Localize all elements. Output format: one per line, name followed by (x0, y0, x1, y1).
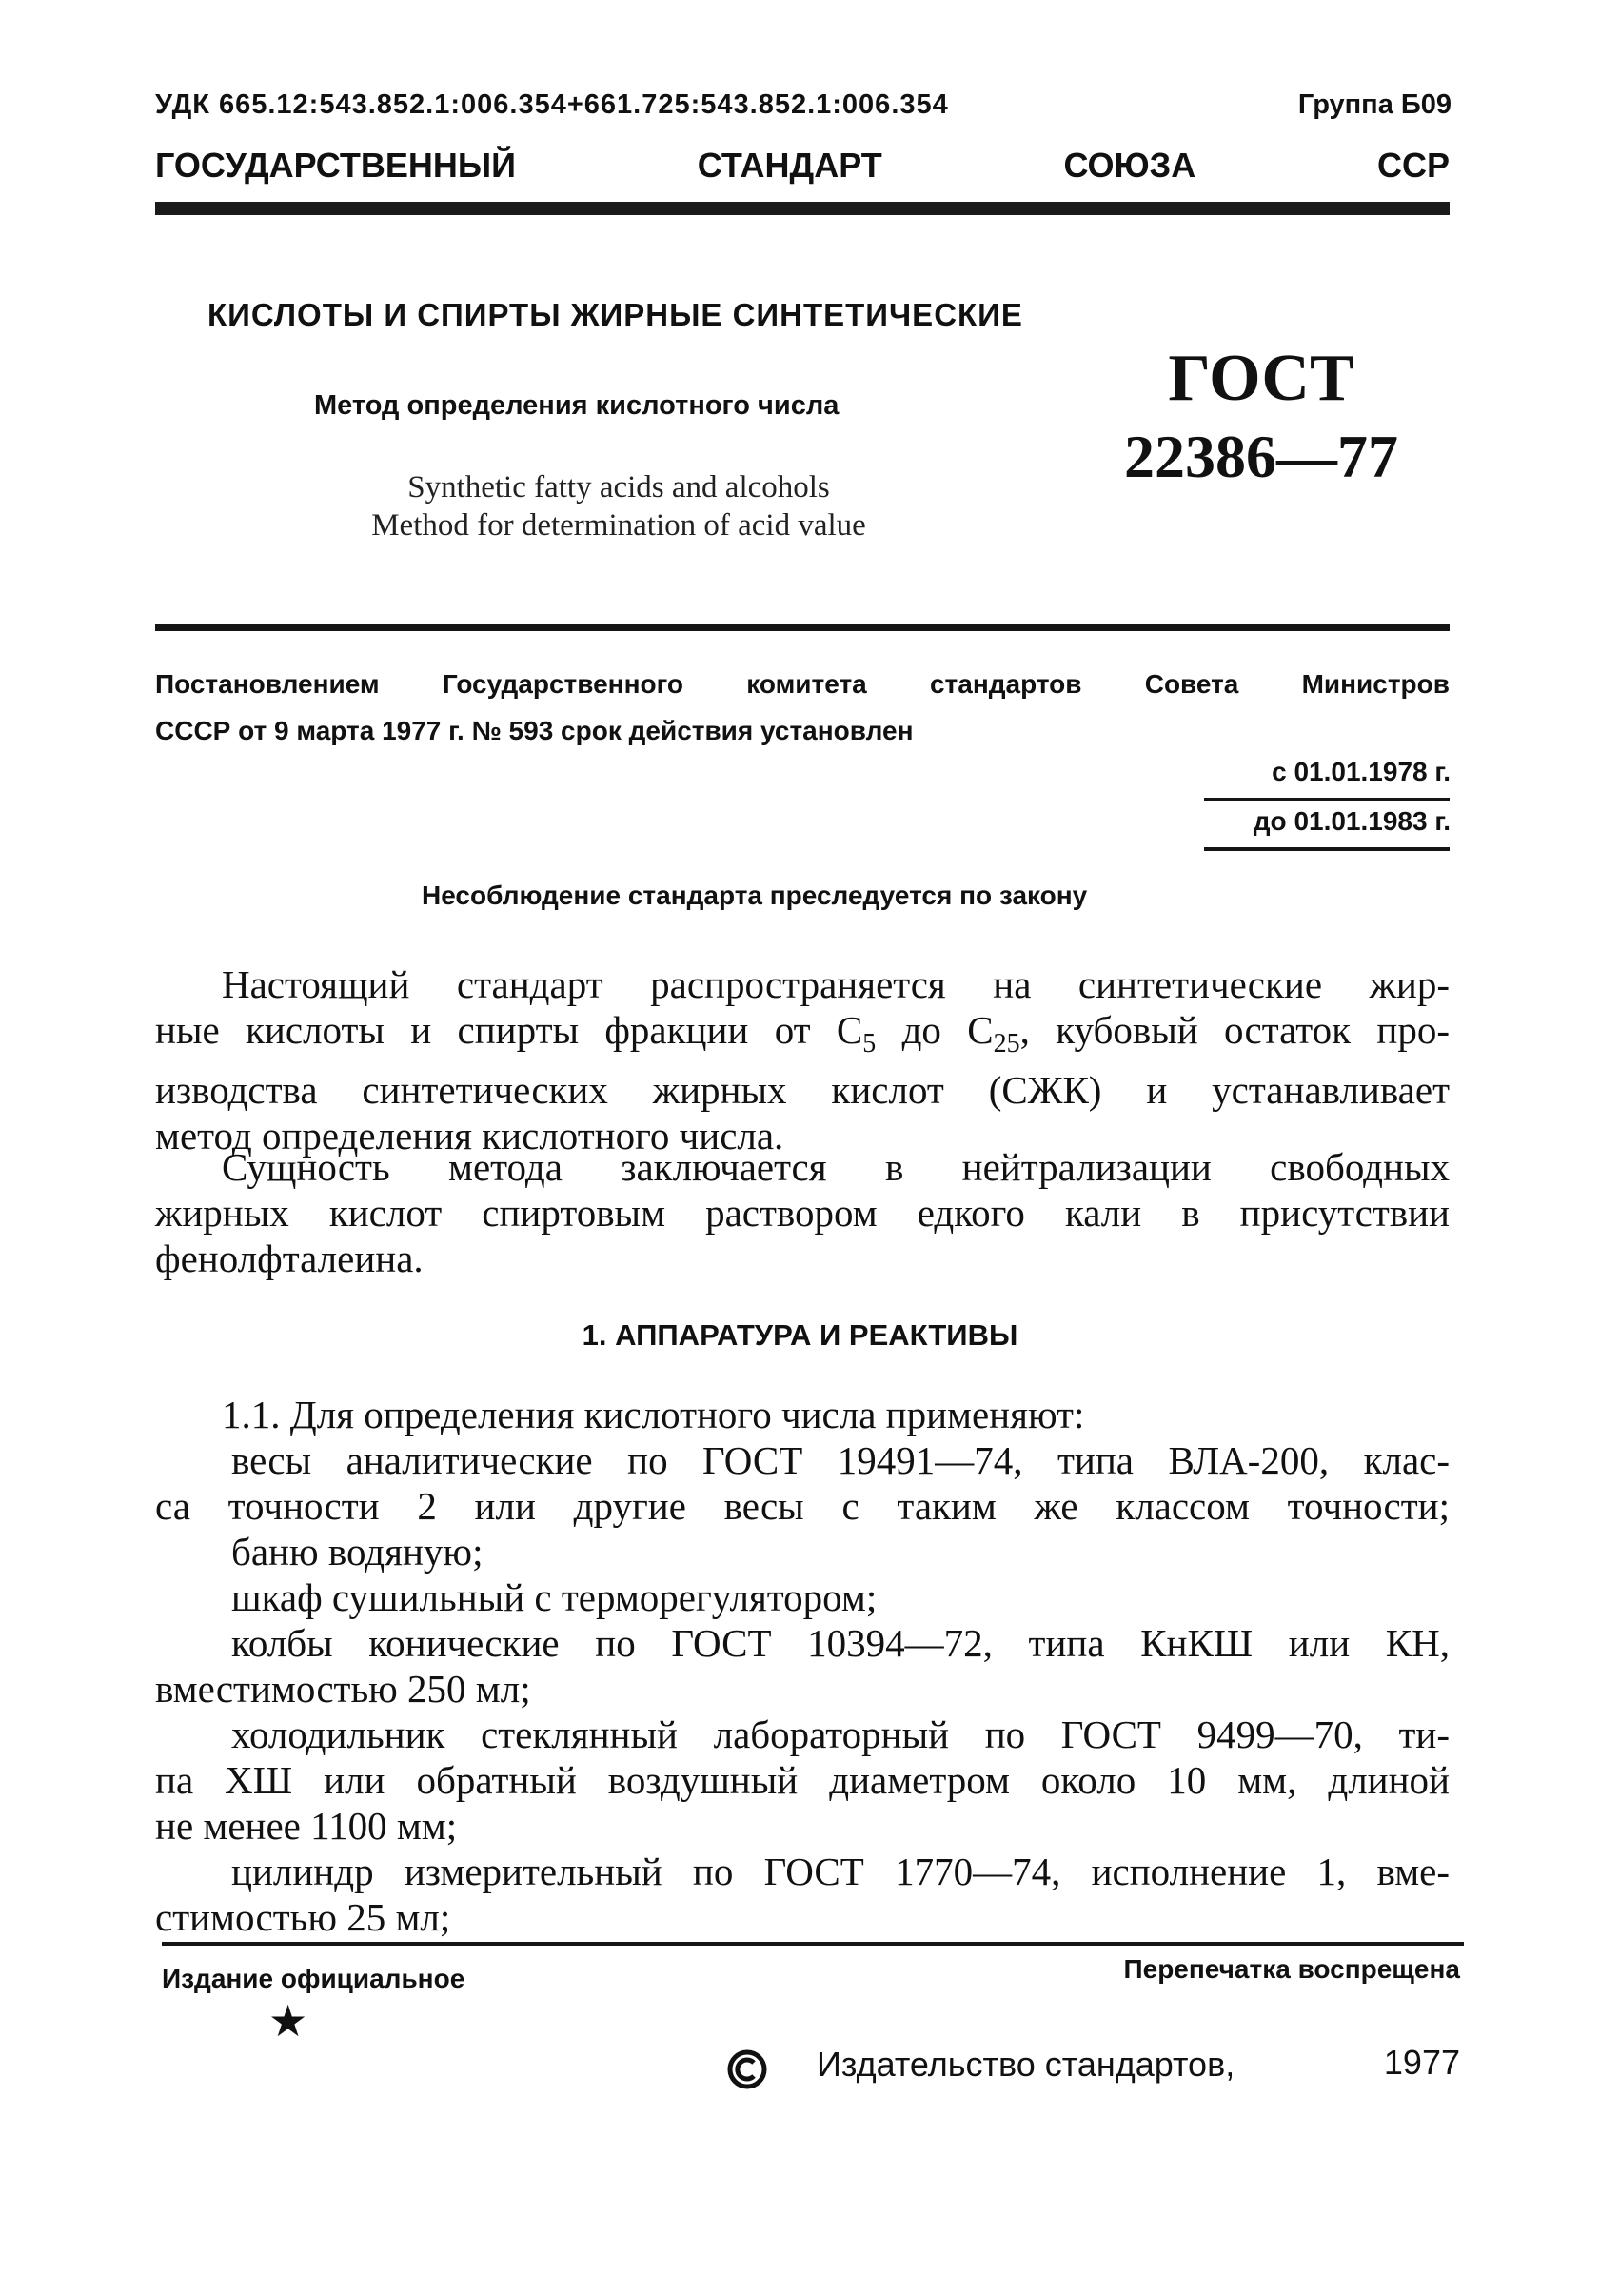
header-rule (155, 202, 1450, 215)
text-line: стимостью 25 мл; (155, 1895, 451, 1939)
valid-to-date: до 01.01.1983 г. (1253, 806, 1451, 836)
group-code: Группа Б09 (1297, 89, 1452, 120)
banner-word: СОЮЗА (1063, 146, 1196, 185)
decree-word: Совета (1144, 669, 1239, 699)
decree-line-2: СССР от 9 марта 1977 г. № 593 срок действия установлен (155, 716, 914, 745)
text-line: весы аналитические по ГОСТ 19491—74, типа ВЛА-200, клас- (231, 1438, 1450, 1482)
text-line: вместимостью 250 мл; (155, 1667, 531, 1711)
text-line: цилиндр измерительный по ГОСТ 1770—74, исполнение 1, вме- (231, 1850, 1450, 1893)
publication-year: 1977 (1383, 2043, 1460, 2082)
copyright-icon (726, 2049, 768, 2090)
date-rule (1204, 798, 1450, 801)
text-line: метод определения кислотного числа. (155, 1114, 784, 1158)
intro-paragraph-2 (155, 1144, 1450, 1281)
banner-word: СТАНДАРТ (697, 146, 882, 185)
state-standard-banner (155, 146, 1450, 186)
document-subtitle: Метод определения кислотного числа (314, 390, 840, 421)
compliance-notice: Несоблюдение стандарта преследуется по закону (422, 881, 1088, 910)
valid-from-date: с 01.01.1978 г. (1272, 757, 1451, 786)
section-body (155, 1392, 1450, 1940)
decree-word: комитета (746, 669, 867, 699)
english-subtitle: Method for determination of acid value (371, 508, 866, 543)
banner-word: ССР (1376, 146, 1450, 185)
text-line: 1.1. Для определения кислотного числа применяют: (222, 1393, 1085, 1436)
text-line: па ХШ или обратный воздушный диаметром около 10 мм, длиной (155, 1758, 1450, 1802)
title-rule (155, 624, 1450, 631)
text-line: не менее 1100 мм; (155, 1804, 458, 1848)
decree-line-1 (155, 669, 1450, 700)
text-line: Сущность метода заключается в нейтрализации свободных (222, 1145, 1450, 1189)
official-edition-label: Издание официальное (162, 1964, 465, 1993)
english-title: Synthetic fatty acids and alcohols (407, 470, 830, 505)
text-line: жирных кислот спиртовым раствором едкого кали в присутствии (155, 1191, 1450, 1235)
star-icon: ★ (268, 1997, 308, 2046)
banner-word: ГОСУДАРСТВЕННЫЙ (155, 146, 517, 185)
gost-number: 22386—77 (1124, 423, 1398, 490)
section-heading: 1. АППАРАТУРА И РЕАКТИВЫ (582, 1318, 1018, 1352)
decree-word: Постановлением (155, 669, 380, 699)
decree-word: Государственного (442, 669, 683, 699)
udk-code: УДК 665.12:543.852.1:006.354+661.725:543.852.1:006.354 (155, 89, 949, 120)
text-line: са точности 2 или другие весы с таким же классом точности; (155, 1484, 1450, 1528)
no-reprint-label: Перепечатка воспрещена (1123, 1954, 1460, 1984)
text-line: баню водяную; (231, 1530, 484, 1574)
text-line: изводства синтетических жирных кислот (СЖК) и устанавливает (155, 1068, 1450, 1113)
decree-word: стандартов (929, 669, 1082, 699)
publisher-name: Издательство стандартов, (817, 2045, 1235, 2084)
text-line: колбы конические по ГОСТ 10394—72, типа КнКШ или КН, (231, 1621, 1450, 1665)
document-title: КИСЛОТЫ И СПИРТЫ ЖИРНЫЕ СИНТЕТИЧЕСКИЕ (207, 297, 1023, 332)
footer-rule (162, 1942, 1464, 1946)
text-line: ные кислоты и спирты фракции от $C_5$ до $C_{25}$, кубовый остаток про- (155, 1008, 1450, 1059)
text-line: Настоящий стандарт распространяется на синтетические жир- (222, 962, 1450, 1006)
decree-word: Министров (1301, 669, 1450, 699)
text-line: холодильник стеклянный лабораторный по ГОСТ 9499—70, ти- (231, 1712, 1450, 1756)
gost-label: ГОСТ (1168, 342, 1354, 415)
date-rule (1204, 847, 1450, 851)
intro-paragraph-1 (155, 961, 1450, 1158)
text-line: шкаф сушильный с терморегулятором; (231, 1575, 878, 1619)
text-line: фенолфталеина. (155, 1237, 424, 1280)
